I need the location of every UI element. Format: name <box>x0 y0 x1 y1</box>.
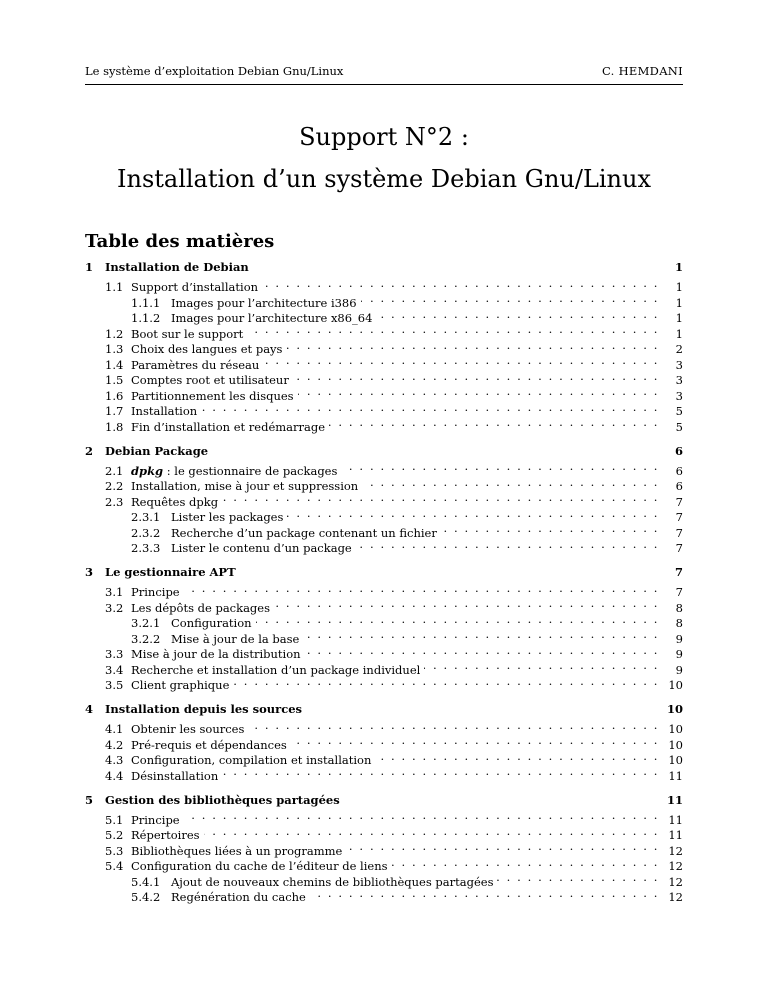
toc-entry[interactable] <box>85 291 683 310</box>
header-document-title: Le système d’exploitation Debian Gnu/Linux <box>85 64 344 78</box>
toc-entry-number: 1.7 <box>105 404 124 418</box>
toc-entry-number: 2.3.2 <box>131 525 161 540</box>
toc-dot-leader <box>233 674 659 690</box>
toc-entry[interactable] <box>85 733 683 752</box>
toc-entry[interactable] <box>85 839 683 858</box>
toc-entry-label: Installation depuis les sources <box>105 702 303 716</box>
toc-entry-page: 9 <box>675 631 683 646</box>
toc-dot-leader <box>298 384 659 400</box>
header-rule <box>85 84 683 85</box>
toc-dot-leader <box>286 338 659 354</box>
toc-entry-page: 5 <box>675 419 683 434</box>
toc-entry-label: Choix des langues et pays <box>131 342 283 356</box>
toc-entry-label: Installation de Debian <box>105 260 249 274</box>
toc-entry-label: Client graphique <box>131 678 230 692</box>
toc-entry-page: 7 <box>675 494 683 509</box>
toc-entry-page: 11 <box>668 828 683 842</box>
toc-entry[interactable] <box>85 870 683 889</box>
toc-entry[interactable] <box>85 537 683 553</box>
toc-entry-page: 7 <box>675 525 683 540</box>
toc-entry-number: 5.3 <box>105 843 124 858</box>
toc-entry[interactable] <box>85 596 683 615</box>
toc-dot-leader <box>376 307 659 323</box>
toc-entry-page: 1 <box>674 260 683 274</box>
toc-entry[interactable] <box>85 322 683 341</box>
toc-entry[interactable] <box>85 718 683 734</box>
toc-entry-label: Requêtes dpkg <box>131 494 219 509</box>
header-author: C. HEMDANI <box>601 64 683 78</box>
toc-entry-number: 5.2 <box>105 828 124 842</box>
toc-dot-leader <box>361 291 659 307</box>
toc-entry-label: Recherche et installation d’un package individuel <box>131 662 421 677</box>
toc-entry-label: Désinstallation <box>131 768 219 783</box>
toc-entry-page: 12 <box>668 874 683 889</box>
toc-dot-leader <box>291 733 659 749</box>
toc-entry-page: 3 <box>675 357 683 372</box>
toc-entry[interactable] <box>85 643 683 659</box>
toc-entry-label: Lister le contenu d’un package <box>171 541 352 555</box>
toc-entry[interactable] <box>85 338 683 354</box>
toc-entry-number: 3.5 <box>105 678 124 692</box>
toc-entry[interactable] <box>85 506 683 522</box>
toc-dot-leader <box>441 521 659 537</box>
toc-entry-page: 6 <box>675 463 683 478</box>
toc-entry-label: Les dépôts de packages <box>131 600 271 615</box>
toc-entry[interactable] <box>85 276 683 292</box>
toc-entry-label: Pré-requis et dépendances <box>131 737 287 752</box>
toc-entry-label: Debian Package <box>105 443 209 458</box>
toc-entry[interactable] <box>85 369 683 385</box>
toc-entry-page: 6 <box>674 443 683 458</box>
toc-entry-number: 1.3 <box>105 342 124 356</box>
toc-entry-number: 4.2 <box>105 737 124 752</box>
toc-entry[interactable] <box>85 475 683 491</box>
toc-entry-number: 1.1.1 <box>131 295 161 310</box>
toc-entry-page: 7 <box>675 541 683 555</box>
toc-entry-label: Support d’installation <box>131 280 259 294</box>
toc-entry-page: 3 <box>675 373 683 387</box>
toc-entry-label: Fin d’installation et redémarrage <box>131 419 326 434</box>
toc-entry-page: 10 <box>668 737 683 752</box>
toc-entry-number: 1.4 <box>105 357 124 372</box>
toc-entry-page: 1 <box>675 295 683 310</box>
toc-dot-leader <box>248 718 659 734</box>
toc-dot-leader <box>303 627 659 643</box>
toc-entry-number: 3.2 <box>105 600 124 615</box>
document-title-line2: Installation d’un système Debian Gnu/Linux <box>117 165 651 193</box>
toc-entry-number: 1 <box>85 260 94 274</box>
toc-entry-label: Images pour l’architecture x86_64 <box>171 311 373 325</box>
toc-dot-leader <box>184 581 659 597</box>
toc-entry-page: 9 <box>675 647 683 661</box>
toc-entry[interactable] <box>85 612 683 628</box>
toc-entry-page: 10 <box>668 753 683 767</box>
toc-entry[interactable] <box>85 307 683 323</box>
toc-entry[interactable] <box>85 658 683 677</box>
toc-entry-page: 12 <box>668 859 683 873</box>
toc-entry-label: Configuration du cache de l’éditeur de liens <box>131 859 388 873</box>
toc-entry-label: Boot sur le support <box>131 326 244 341</box>
toc-entry-label: Répertoires <box>131 828 200 842</box>
toc-entry-page: 11 <box>668 812 683 827</box>
toc-entry[interactable] <box>85 444 683 460</box>
toc-entry-label: Ajout de nouveaux chemins de bibliothèques partagées <box>171 874 494 889</box>
toc-dot-leader <box>329 415 659 431</box>
toc-entry-number: 5.4 <box>105 859 124 873</box>
toc-entry[interactable] <box>85 886 683 902</box>
toc-entry-label: Installation <box>131 404 198 418</box>
toc-entry-number: 3 <box>85 565 94 579</box>
toc-entry[interactable] <box>85 793 683 809</box>
toc-dot-leader <box>184 808 659 824</box>
toc-dot-leader <box>375 749 659 765</box>
toc-entry-label: Configuration, compilation et installation <box>131 753 372 767</box>
toc-entry[interactable] <box>85 415 683 434</box>
document-title-line1: Support N°2 : <box>299 123 469 151</box>
toc-entry-number: 1.1 <box>105 280 124 294</box>
toc-entry-page: 9 <box>675 662 683 677</box>
toc-entry-label: Partitionnement les disques <box>131 388 294 403</box>
toc-dot-leader <box>263 353 659 369</box>
toc-entry-number: 2.3.1 <box>131 510 161 524</box>
toc-entry[interactable] <box>85 565 683 581</box>
toc-entry-page: 7 <box>675 510 683 524</box>
toc-entry[interactable] <box>85 749 683 765</box>
toc-dot-leader <box>262 276 659 292</box>
toc-entry[interactable] <box>85 674 683 690</box>
toc-entry-label-emphasis: dpkg <box>131 463 164 478</box>
toc-dot-leader <box>287 506 659 522</box>
toc-dot-leader <box>346 839 659 855</box>
toc-entry-page: 5 <box>675 404 683 418</box>
toc-entry-number: 1.6 <box>105 388 124 403</box>
toc-dot-leader <box>362 475 659 491</box>
toc-entry-label: Obtenir les sources <box>131 722 245 736</box>
toc-entry[interactable] <box>85 400 683 416</box>
toc-dot-leader <box>424 658 659 674</box>
toc-entry-number: 3.4 <box>105 662 124 677</box>
toc-dot-leader <box>256 612 659 628</box>
toc-entry-number: 1.1.2 <box>131 311 161 325</box>
toc-entry-number: 1.5 <box>105 373 124 387</box>
toc-entry-page: 3 <box>675 388 683 403</box>
toc-entry-label: Comptes root et utilisateur <box>131 373 289 387</box>
toc-dot-leader <box>341 459 659 475</box>
toc-entry-number: 4.4 <box>105 768 124 783</box>
toc-entry-number: 2.1 <box>105 463 124 478</box>
toc-entry-page: 7 <box>675 585 683 599</box>
toc-entry-number: 4.1 <box>105 722 124 736</box>
toc-entry-label: Principe <box>131 812 180 827</box>
toc-entry-label: Mise à jour de la distribution <box>131 647 301 661</box>
toc-dot-leader <box>204 824 659 840</box>
toc-entry-number: 3.1 <box>105 585 124 599</box>
toc-dot-leader <box>392 855 659 871</box>
toc-entry-page: 7 <box>674 565 683 579</box>
toc-entry[interactable] <box>85 260 683 276</box>
toc-entry[interactable] <box>85 521 683 540</box>
toc-entry-number: 3.3 <box>105 647 124 661</box>
toc-entry-label: Configuration <box>171 616 252 630</box>
toc-entry-page: 11 <box>666 792 683 807</box>
toc-entry-page: 10 <box>668 722 683 736</box>
toc-dot-leader <box>222 764 659 780</box>
toc-entry-number: 5 <box>85 792 94 807</box>
toc-entry-label: Gestion des bibliothèques partagées <box>105 792 340 807</box>
toc-dot-leader <box>356 537 659 553</box>
toc-entry-page: 10 <box>668 678 683 692</box>
toc-dot-leader <box>305 643 659 659</box>
toc-entry-number: 5.4.1 <box>131 874 161 889</box>
toc-entry-number: 1.2 <box>105 326 124 341</box>
toc-entry-page: 10 <box>666 702 683 716</box>
toc-dot-leader <box>201 400 659 416</box>
toc-entry[interactable] <box>85 764 683 783</box>
toc-entry-page: 1 <box>675 326 683 341</box>
toc-heading: Table des matières <box>85 231 275 252</box>
toc-entry-number: 4 <box>85 702 94 716</box>
toc-entry-page: 2 <box>675 342 683 356</box>
toc-entry-number: 5.4.2 <box>131 890 161 904</box>
toc-entry-label: Le gestionnaire APT <box>105 565 236 579</box>
toc-entry-number: 2.3.3 <box>131 541 161 555</box>
toc-dot-leader <box>222 490 659 506</box>
toc-dot-leader <box>497 870 659 886</box>
toc-entry[interactable] <box>85 702 683 718</box>
toc-dot-leader <box>310 886 659 902</box>
toc-entry-number: 2.2 <box>105 479 124 493</box>
toc-entry-label: Images pour l’architecture i386 <box>171 295 357 310</box>
toc-entry-label: Bibliothèques liées à un programme <box>131 843 343 858</box>
toc-dot-leader <box>293 369 659 385</box>
toc-entry-number: 2 <box>85 443 94 458</box>
toc-dot-leader <box>274 596 659 612</box>
toc-entry-label: Recherche d’un package contenant un fichier <box>171 525 437 540</box>
toc-entry[interactable] <box>85 353 683 372</box>
toc-entry-page: 12 <box>668 843 683 858</box>
toc-entry-label-rest: : le gestionnaire de packages <box>163 463 338 478</box>
toc-entry-number: 3.2.2 <box>131 631 161 646</box>
toc-entry-page: 8 <box>675 600 683 615</box>
toc-dot-leader <box>247 322 659 338</box>
toc-entry[interactable] <box>85 490 683 509</box>
toc-entry-number: 4.3 <box>105 753 124 767</box>
toc-entry-label: Principe <box>131 585 180 599</box>
table-of-contents <box>85 260 683 904</box>
toc-entry[interactable] <box>85 384 683 403</box>
toc-entry[interactable] <box>85 627 683 646</box>
toc-entry-label: Paramètres du réseau <box>131 357 260 372</box>
toc-entry[interactable] <box>85 808 683 827</box>
toc-entry-number: 1.8 <box>105 419 124 434</box>
toc-entry-label: Installation, mise à jour et suppression <box>131 479 359 493</box>
toc-entry-page: 6 <box>675 479 683 493</box>
toc-entry-page: 11 <box>668 768 683 783</box>
toc-entry-page: 8 <box>675 616 683 630</box>
toc-entry-number: 2.3 <box>105 494 124 509</box>
toc-entry[interactable] <box>85 855 683 871</box>
toc-entry[interactable] <box>85 824 683 840</box>
toc-entry-page: 1 <box>675 280 683 294</box>
toc-entry-number: 3.2.1 <box>131 616 161 630</box>
toc-entry-page: 1 <box>675 311 683 325</box>
toc-entry[interactable] <box>85 581 683 597</box>
toc-entry-label: Regénération du cache <box>171 890 306 904</box>
toc-entry-label: Mise à jour de la base <box>171 631 300 646</box>
toc-entry-page: 12 <box>668 890 683 904</box>
toc-entry-number: 5.1 <box>105 812 124 827</box>
toc-entry-label: Lister les packages <box>171 510 284 524</box>
toc-entry[interactable] <box>85 459 683 478</box>
